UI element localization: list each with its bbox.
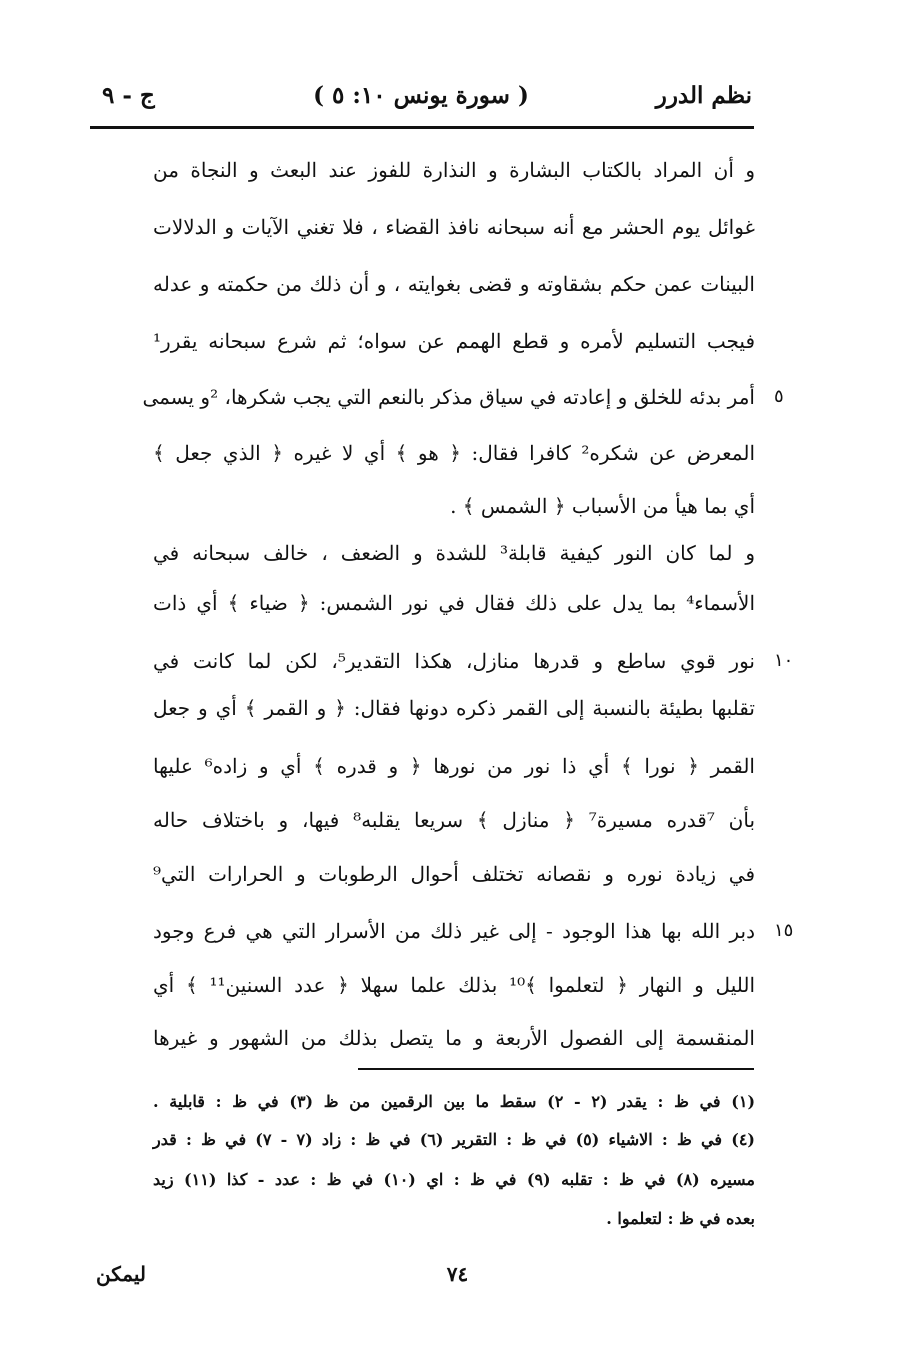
text-line: الأسماء⁴ بما يدل على ذلك فقال في نور الشمس: ﴿ ضياء ﴾ أي ذات (153, 591, 755, 615)
surah-reference: ( سورة يونس ١٠: ٥ ) (313, 82, 529, 109)
text-line: أي بما هيأ من الأسباب ﴿ الشمس ﴾ . (450, 494, 755, 518)
text-line: البينات عمن حكم بشقاوته و قضى بغوايته ، و أن ذلك من حكمته و عدله (153, 272, 755, 296)
line-number-15: ١٥ (774, 920, 794, 941)
text-line: في زيادة نوره و نقصانه تختلف أحوال الرطوبات و الحرارات التي⁹ (153, 862, 755, 886)
text-line: بأن ⁷قدره مسيرة⁷ ﴿ منازل ﴾ سريعا يقلبه⁸ فيها، و باختلاف حاله (153, 808, 756, 832)
text-line: أمر بدئه للخلق و إعادته في سياق مذكر بالنعم التي يجب شكرها، ²و يسمى (142, 385, 755, 409)
footnote-line: (١) في ظ : يقدر (٢ - ٢) سقط ما بين الرقمين من ظ (٣) في ظ : قابلية . (153, 1092, 756, 1111)
text-line: المنقسمة إلى الفصول الأربعة و ما يتصل بذلك من الشهور و غيرها (153, 1026, 755, 1050)
header-rule (90, 126, 754, 129)
catchword: ليمكن (96, 1262, 146, 1286)
text-line: غوائل يوم الحشر مع أنه سبحانه نافذ القضاء ، فلا تغني الآيات و الدلالات (153, 215, 755, 239)
text-line: و لما كان النور كيفية قابلة³ للشدة و الضعف ، خالف سبحانه في (153, 541, 755, 565)
footnote-rule (358, 1068, 754, 1070)
text-line: تقلبها بطيئة بالنسبة إلى القمر ذكره دونها فقال: ﴿ و القمر ﴾ أي و جعل (153, 696, 755, 720)
text-line: نور قوي ساطع و قدرها منازل، هكذا التقدير⁵، لكن لما كانت في (153, 649, 755, 673)
book-title: نظم الدرر (655, 82, 752, 109)
line-number-10: ١٠ (774, 650, 794, 671)
footnote-line: مسيره (٨) في ظ : تقلبه (٩) في ظ : اي (١٠) في ظ : عدد - كذا (١١) زيد (153, 1170, 756, 1189)
text-line: و أن المراد بالكتاب البشارة و النذارة للفوز عند البعث و النجاة من (153, 158, 755, 182)
line-number-5: ٥ (774, 386, 784, 407)
running-header (90, 82, 752, 126)
footnote-line: (٤) في ظ : الاشياء (٥) في ظ : التقرير (٦) في ظ : زاد (٧ - ٧) في ظ : قدر (153, 1130, 755, 1149)
text-line: المعرض عن شكره² كافرا فقال: ﴿ هو ﴾ أي لا غيره ﴿ الذي جعل ﴾ (153, 441, 756, 465)
footnote-line: بعده في ظ : لتعلموا . (606, 1209, 755, 1228)
text-line: دبر الله بها هذا الوجود - إلى غير ذلك من الأسرار التي هي فرع وجود (153, 919, 755, 943)
text-line: الليل و النهار ﴿ لتعلموا ﴾¹⁰ بذلك علما سهلا ﴿ عدد السنين¹¹ ﴾ أي (153, 973, 755, 997)
text-line: فيجب التسليم لأمره و قطع الهمم عن سواه؛ ثم شرع سبحانه يقرر¹ (153, 329, 755, 353)
page-number: ٧٤ (446, 1262, 469, 1286)
text-line: القمر ﴿ نورا ﴾ أي ذا نور من نورها ﴿ و قدره ﴾ أي و زاده⁶ عليها (153, 754, 755, 778)
volume-number: ج - ٩ (102, 82, 155, 109)
